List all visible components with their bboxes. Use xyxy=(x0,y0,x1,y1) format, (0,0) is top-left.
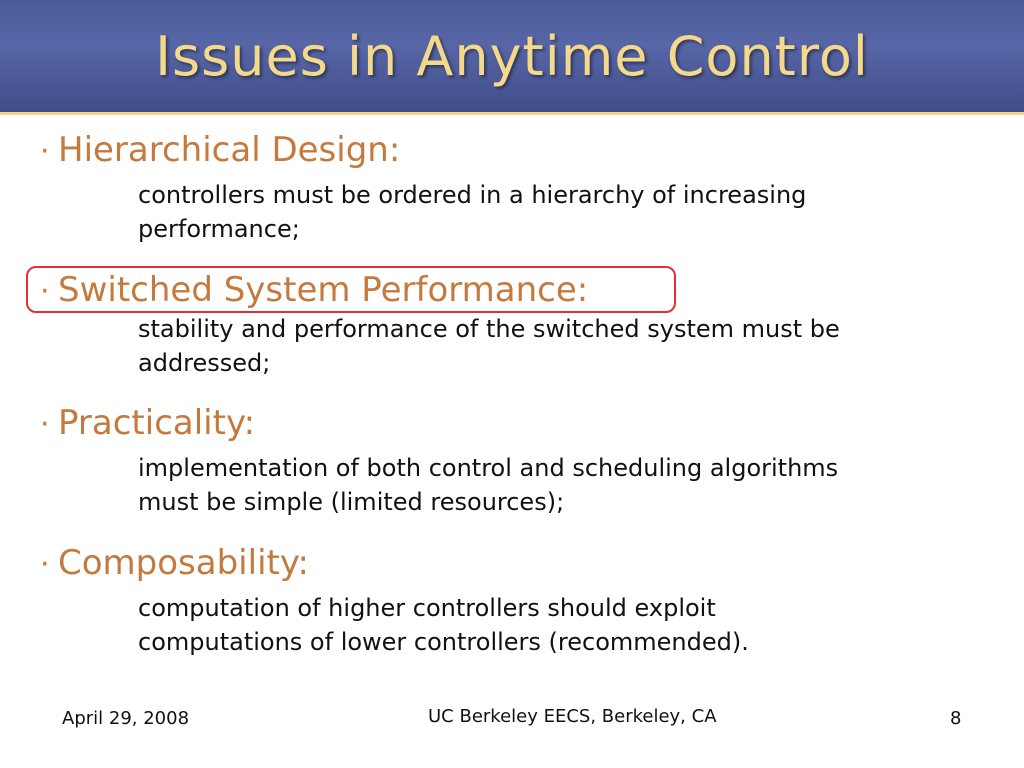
body-line: must be simple (limited resources); xyxy=(138,488,565,516)
bullet-heading-composability xyxy=(40,543,309,585)
footer-venue: UC Berkeley EECS, Berkeley, CA xyxy=(428,706,717,727)
body-line: stability and performance of the switched system must be xyxy=(138,315,840,343)
body-line: performance; xyxy=(138,215,300,243)
title-bar xyxy=(0,0,1024,115)
bullet-heading-text: Composability: xyxy=(58,543,309,583)
bullet-heading-practicality xyxy=(40,403,255,445)
body-line: controllers must be ordered in a hierarchy of increasing xyxy=(138,181,807,209)
bullet-body-hierarchical-design xyxy=(138,178,978,246)
footer-page-number: 8 xyxy=(950,708,962,729)
body-line: addressed; xyxy=(138,349,271,377)
bullet-marker: · xyxy=(40,547,50,582)
body-line: computations of lower controllers (recommended). xyxy=(138,628,749,656)
bullet-marker: · xyxy=(40,274,50,309)
slide-title: Issues in Anytime Control xyxy=(155,25,869,88)
bullet-body-switched-system-performance xyxy=(138,312,978,380)
bullet-heading-text: Switched System Performance: xyxy=(58,270,589,310)
bullet-heading-text: Practicality: xyxy=(58,403,256,443)
bullet-marker: · xyxy=(40,134,50,169)
bullet-marker: · xyxy=(40,407,50,442)
bullet-heading-text: Hierarchical Design: xyxy=(58,130,401,170)
footer-date: April 29, 2008 xyxy=(62,708,190,729)
body-line: implementation of both control and scheduling algorithms xyxy=(138,454,839,482)
bullet-body-composability xyxy=(138,591,978,659)
bullet-heading-hierarchical-design xyxy=(40,130,400,172)
body-line: computation of higher controllers should exploit xyxy=(138,594,716,622)
bullet-heading-switched-system-performance xyxy=(40,270,588,312)
bullet-body-practicality xyxy=(138,451,978,519)
